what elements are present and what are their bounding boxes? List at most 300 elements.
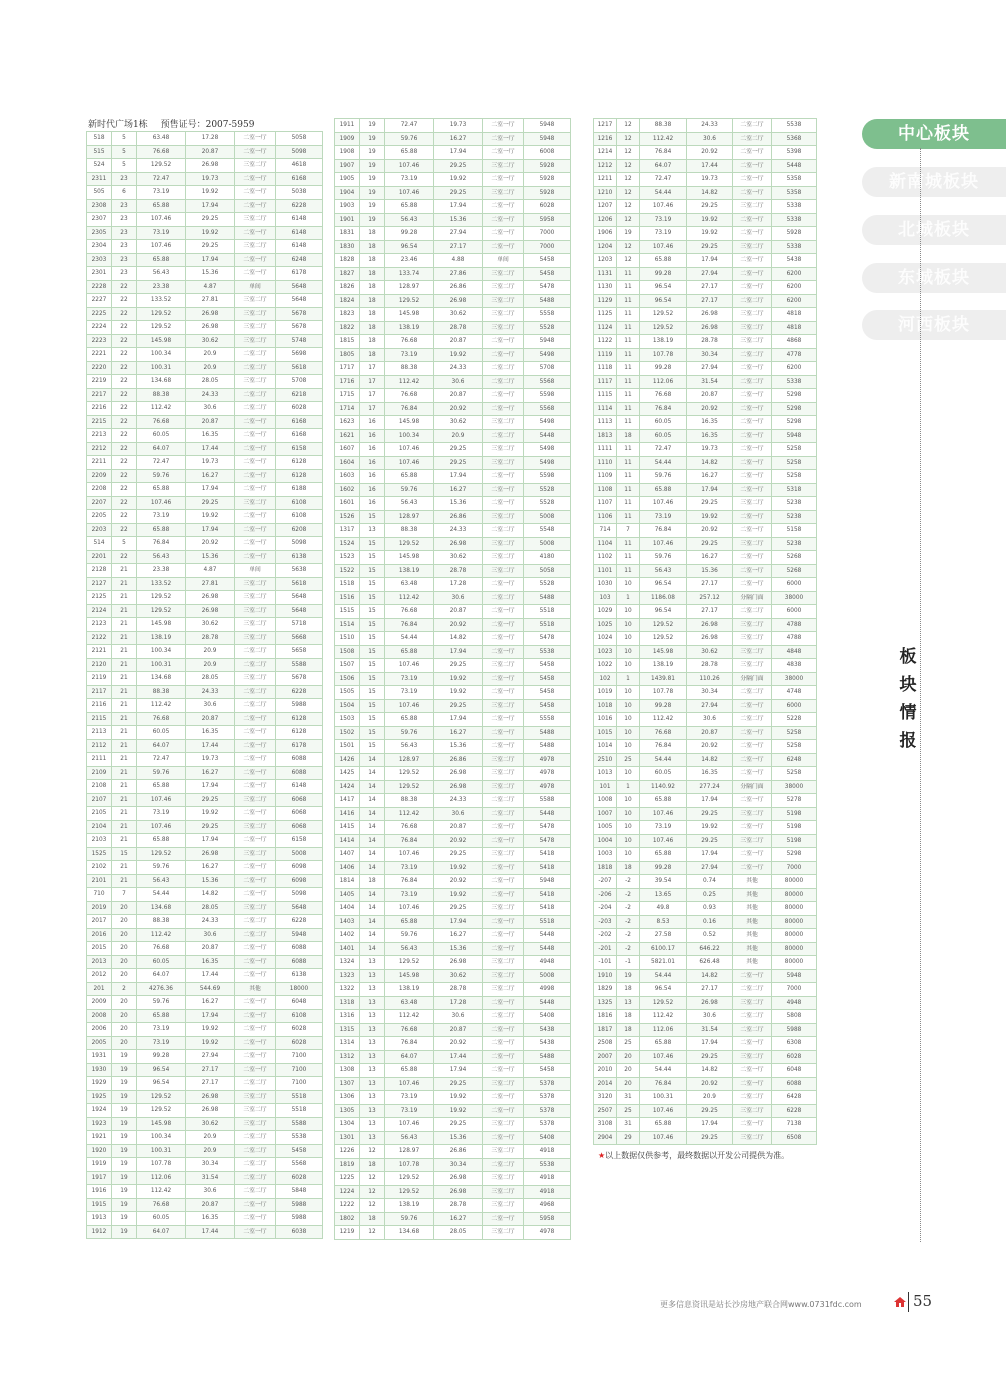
floor-area-cell: 99.28 xyxy=(640,699,687,713)
shared-area-cell: 28.78 xyxy=(687,659,733,673)
shared-area-cell: 30.34 xyxy=(687,348,733,362)
layout-cell: 二室一厅 xyxy=(483,1104,524,1118)
layout-cell: 二室一厅 xyxy=(235,226,276,240)
floor-area-cell: 65.88 xyxy=(137,483,186,497)
floor-cell: 15 xyxy=(360,510,385,524)
floor-area-cell: 134.68 xyxy=(137,901,186,915)
unit-price-cell: 5008 xyxy=(524,969,571,983)
floor-area-cell: 138.19 xyxy=(385,564,434,578)
floor-cell: 15 xyxy=(360,618,385,632)
unit-price-cell: 5488 xyxy=(524,740,571,754)
floor-area-cell: 129.52 xyxy=(640,618,687,632)
table-row xyxy=(594,632,817,646)
floor-cell: 23 xyxy=(112,226,137,240)
shared-area-cell: 26.86 xyxy=(434,510,483,524)
floor-area-cell: 134.68 xyxy=(385,1226,434,1240)
floor-cell: 18 xyxy=(360,281,385,295)
unit-price-cell: 4868 xyxy=(772,335,817,349)
unit-price-cell: 5418 xyxy=(524,848,571,862)
unit-number-cell: 1206 xyxy=(594,213,617,227)
floor-area-cell: 73.19 xyxy=(385,672,434,686)
project-name: 新时代广场1栋 xyxy=(88,120,148,130)
shared-area-cell: 29.25 xyxy=(434,1118,483,1132)
floor-cell: 21 xyxy=(112,631,137,645)
unit-number-cell: 1805 xyxy=(335,348,360,362)
layout-cell: 二室二厅 xyxy=(483,1010,524,1024)
shared-area-cell: 16.35 xyxy=(186,1212,235,1226)
unit-price-cell: 6208 xyxy=(276,523,323,537)
tab-hexi-district[interactable]: 河西板块 xyxy=(862,310,1006,340)
shared-area-cell: 20.87 xyxy=(687,726,733,740)
table-row xyxy=(87,982,323,996)
table-row xyxy=(335,510,571,524)
shared-area-cell: 26.86 xyxy=(434,281,483,295)
layout-cell: 二室一厅 xyxy=(483,470,524,484)
shared-area-cell: 26.86 xyxy=(434,753,483,767)
floor-cell: 15 xyxy=(360,686,385,700)
layout-cell: 二室一厅 xyxy=(483,740,524,754)
table-row xyxy=(335,915,571,929)
unit-price-cell: 4848 xyxy=(772,645,817,659)
table-row xyxy=(87,240,323,254)
table-row xyxy=(335,402,571,416)
floor-area-cell: 129.52 xyxy=(640,632,687,646)
unit-price-cell: 5598 xyxy=(524,389,571,403)
floor-cell: 18 xyxy=(617,861,640,875)
floor-cell: 7 xyxy=(112,888,137,902)
floor-cell: 18 xyxy=(617,983,640,997)
layout-cell: 二室一厅 xyxy=(733,186,772,200)
unit-number-cell: 1905 xyxy=(335,173,360,187)
table-row xyxy=(594,983,817,997)
shared-area-cell: 0.25 xyxy=(687,888,733,902)
floor-cell: 16 xyxy=(360,416,385,430)
unit-price-cell: 6158 xyxy=(276,442,323,456)
layout-cell: 二室一厅 xyxy=(235,739,276,753)
floor-cell: 10 xyxy=(617,686,640,700)
tab-north-district[interactable]: 北城板块 xyxy=(862,215,1006,245)
floor-cell: 13 xyxy=(360,524,385,538)
table-row xyxy=(335,159,571,173)
table-row xyxy=(335,173,571,187)
floor-area-cell: 72.47 xyxy=(137,456,186,470)
table-row xyxy=(335,416,571,430)
floor-area-cell: 88.38 xyxy=(137,388,186,402)
floor-cell: 21 xyxy=(112,807,137,821)
table-row xyxy=(594,1131,817,1145)
floor-area-cell: 64.07 xyxy=(137,739,186,753)
unit-number-cell: 1322 xyxy=(335,983,360,997)
floor-cell: 10 xyxy=(617,659,640,673)
floor-cell: 16 xyxy=(360,429,385,443)
layout-cell: 三室二厅 xyxy=(483,416,524,430)
floor-area-cell: 96.54 xyxy=(640,983,687,997)
unit-number-cell: 1106 xyxy=(594,510,617,524)
floor-area-cell: 128.97 xyxy=(385,281,434,295)
layout-cell: 二室一厅 xyxy=(733,267,772,281)
floor-area-cell: 129.52 xyxy=(137,321,186,335)
table-row xyxy=(87,456,323,470)
layout-cell: 二室一厅 xyxy=(733,510,772,524)
tab-east-district[interactable]: 东城板块 xyxy=(862,263,1006,293)
table-row xyxy=(594,605,817,619)
floor-cell: 11 xyxy=(617,294,640,308)
shared-area-cell: 4.87 xyxy=(186,564,235,578)
layout-cell: 三室二厅 xyxy=(235,820,276,834)
floor-cell: 5 xyxy=(112,145,137,159)
layout-cell: 二室一厅 xyxy=(483,348,524,362)
layout-cell: 三室二厅 xyxy=(483,510,524,524)
floor-area-cell: 96.54 xyxy=(137,1077,186,1091)
table-row xyxy=(594,510,817,524)
table-row xyxy=(87,321,323,335)
floor-area-cell: 88.38 xyxy=(385,362,434,376)
shared-area-cell: 15.36 xyxy=(434,1131,483,1145)
table-row xyxy=(87,766,323,780)
presale-permit: 预售证号：2007-5959 xyxy=(160,120,255,130)
unit-price-cell: 5528 xyxy=(524,578,571,592)
unit-number-cell: 2304 xyxy=(87,240,112,254)
unit-number-cell: 1013 xyxy=(594,767,617,781)
unit-number-cell: 1426 xyxy=(335,753,360,767)
layout-cell: 二室一厅 xyxy=(483,1091,524,1105)
floor-area-cell: 112.42 xyxy=(385,375,434,389)
unit-number-cell: 1407 xyxy=(335,848,360,862)
floor-cell: 14 xyxy=(360,942,385,956)
shared-area-cell: 19.92 xyxy=(186,186,235,200)
floor-area-cell: 60.05 xyxy=(137,429,186,443)
floor-area-cell: 99.28 xyxy=(640,362,687,376)
floor-area-cell: 112.42 xyxy=(137,928,186,942)
table-row xyxy=(87,780,323,794)
floor-cell: 11 xyxy=(617,348,640,362)
layout-cell: 二室二厅 xyxy=(235,402,276,416)
floor-cell: 10 xyxy=(617,794,640,808)
layout-cell: 二室二厅 xyxy=(235,1185,276,1199)
unit-number-cell: 1316 xyxy=(335,1010,360,1024)
unit-price-cell: 5378 xyxy=(524,1104,571,1118)
floor-cell: 15 xyxy=(360,645,385,659)
floor-cell: 12 xyxy=(617,119,640,133)
shared-area-cell: 16.35 xyxy=(186,429,235,443)
floor-cell: 14 xyxy=(360,915,385,929)
layout-cell: 二室一厅 xyxy=(235,874,276,888)
shared-area-cell: 16.27 xyxy=(687,551,733,565)
unit-price-cell: 6128 xyxy=(276,469,323,483)
unit-price-cell: 6088 xyxy=(276,753,323,767)
shared-area-cell: 17.94 xyxy=(687,254,733,268)
table-row xyxy=(87,1171,323,1185)
layout-cell: 二室二厅 xyxy=(733,686,772,700)
floor-cell: 19 xyxy=(112,1077,137,1091)
floor-cell: 21 xyxy=(112,564,137,578)
floor-area-cell: 145.98 xyxy=(385,416,434,430)
unit-price-cell: 6178 xyxy=(276,267,323,281)
layout-cell: 二室一厅 xyxy=(483,605,524,619)
unit-price-cell: 6218 xyxy=(276,388,323,402)
floor-area-cell: 65.88 xyxy=(640,483,687,497)
layout-cell: 三室二厅 xyxy=(235,847,276,861)
floor-cell: 15 xyxy=(360,551,385,565)
layout-cell: 二室二厅 xyxy=(733,375,772,389)
unit-price-cell: 5448 xyxy=(524,807,571,821)
shared-area-cell: 27.94 xyxy=(687,362,733,376)
shared-area-cell: 646.22 xyxy=(687,942,733,956)
table-row xyxy=(335,794,571,808)
unit-number-cell: 1314 xyxy=(335,1037,360,1051)
unit-number-cell: -206 xyxy=(594,888,617,902)
unit-number-cell: 1005 xyxy=(594,821,617,835)
shared-area-cell: 544.69 xyxy=(186,982,235,996)
unit-price-cell: 5568 xyxy=(524,375,571,389)
unit-number-cell: 1022 xyxy=(594,659,617,673)
layout-cell: 二室二厅 xyxy=(483,794,524,808)
unit-price-cell: 6048 xyxy=(772,1064,817,1078)
unit-number-cell: 1826 xyxy=(335,281,360,295)
unit-number-cell: 1818 xyxy=(594,861,617,875)
shared-area-cell: 27.17 xyxy=(687,605,733,619)
shared-area-cell: 29.25 xyxy=(687,1050,733,1064)
floor-cell: 11 xyxy=(617,456,640,470)
floor-cell: 13 xyxy=(360,983,385,997)
floor-area-cell: 107.46 xyxy=(385,159,434,173)
shared-area-cell: 26.86 xyxy=(434,1145,483,1159)
layout-cell: 二室一厅 xyxy=(235,550,276,564)
layout-cell: 二室一厅 xyxy=(235,753,276,767)
floor-cell: 18 xyxy=(360,267,385,281)
floor-cell: 20 xyxy=(112,996,137,1010)
table-row xyxy=(87,1036,323,1050)
unit-number-cell: 2301 xyxy=(87,267,112,281)
shared-area-cell: 14.82 xyxy=(687,1064,733,1078)
layout-cell: 三室二厅 xyxy=(483,1185,524,1199)
floor-area-cell: 65.88 xyxy=(137,780,186,794)
unit-number-cell: 1414 xyxy=(335,834,360,848)
floor-cell: 5 xyxy=(112,537,137,551)
floor-cell: 19 xyxy=(112,1212,137,1226)
shared-area-cell: 20.87 xyxy=(434,335,483,349)
shared-area-cell: 17.44 xyxy=(186,442,235,456)
table-row xyxy=(335,1172,571,1186)
table-row xyxy=(87,726,323,740)
floor-cell: 12 xyxy=(360,1185,385,1199)
unit-price-cell: 6108 xyxy=(276,1009,323,1023)
floor-area-cell: 72.47 xyxy=(385,119,434,133)
floor-cell: 10 xyxy=(617,578,640,592)
shared-area-cell: 19.92 xyxy=(434,686,483,700)
layout-cell: 二室一厅 xyxy=(483,632,524,646)
floor-cell: 22 xyxy=(112,496,137,510)
layout-cell: 二室一厅 xyxy=(235,888,276,902)
unit-number-cell: 1524 xyxy=(335,537,360,551)
unit-number-cell: 1507 xyxy=(335,659,360,673)
floor-cell: 13 xyxy=(360,1104,385,1118)
shared-area-cell: 26.98 xyxy=(434,956,483,970)
unit-number-cell: 1518 xyxy=(335,578,360,592)
layout-cell: 三室二厅 xyxy=(483,321,524,335)
unit-price-cell: 6068 xyxy=(276,793,323,807)
unit-number-cell: 1129 xyxy=(594,294,617,308)
unit-number-cell: 1008 xyxy=(594,794,617,808)
unit-price-cell: 5368 xyxy=(772,132,817,146)
unit-number-cell: 1305 xyxy=(335,1104,360,1118)
shared-area-cell: 17.94 xyxy=(186,523,235,537)
shared-area-cell: 30.6 xyxy=(186,402,235,416)
unit-price-cell: 6168 xyxy=(276,429,323,443)
floor-area-cell: 145.98 xyxy=(385,551,434,565)
shared-area-cell: 29.25 xyxy=(434,159,483,173)
unit-number-cell: 201 xyxy=(87,982,112,996)
table-row xyxy=(335,1118,571,1132)
table-row xyxy=(594,362,817,376)
floor-area-cell: 107.46 xyxy=(385,443,434,457)
table-row xyxy=(335,240,571,254)
unit-number-cell: 1304 xyxy=(335,1118,360,1132)
unit-price-cell: 4788 xyxy=(772,632,817,646)
table-row xyxy=(335,348,571,362)
unit-number-cell: 2103 xyxy=(87,834,112,848)
table-row xyxy=(594,1104,817,1118)
unit-number-cell: 1125 xyxy=(594,308,617,322)
floor-area-cell: 76.68 xyxy=(385,389,434,403)
layout-cell: 二室一厅 xyxy=(483,861,524,875)
unit-price-cell: 5448 xyxy=(524,929,571,943)
unit-number-cell: 1607 xyxy=(335,443,360,457)
layout-cell: 三室二厅 xyxy=(483,767,524,781)
shared-area-cell: 14.82 xyxy=(687,969,733,983)
table-row xyxy=(335,713,571,727)
table-row xyxy=(335,807,571,821)
floor-area-cell: 72.47 xyxy=(640,173,687,187)
layout-cell: 三室二厅 xyxy=(483,1172,524,1186)
unit-price-cell: 80000 xyxy=(772,942,817,956)
layout-cell: 二室一厅 xyxy=(733,456,772,470)
shared-area-cell: 17.94 xyxy=(186,834,235,848)
shared-area-cell: 15.36 xyxy=(434,213,483,227)
floor-area-cell: 107.46 xyxy=(385,902,434,916)
unit-price-cell: 5488 xyxy=(524,726,571,740)
shared-area-cell: 17.94 xyxy=(434,470,483,484)
layout-cell: 二室一厅 xyxy=(483,821,524,835)
floor-area-cell: 99.28 xyxy=(640,267,687,281)
layout-cell: 二室一厅 xyxy=(483,173,524,187)
layout-cell: 三室二厅 xyxy=(733,321,772,335)
shared-area-cell: 20.92 xyxy=(434,834,483,848)
unit-price-cell: 5458 xyxy=(524,672,571,686)
floor-area-cell: 65.88 xyxy=(137,199,186,213)
unit-price-cell: 5848 xyxy=(276,1185,323,1199)
shared-area-cell: 277.24 xyxy=(687,780,733,794)
floor-area-cell: 96.54 xyxy=(640,578,687,592)
unit-number-cell: 1921 xyxy=(87,1131,112,1145)
unit-number-cell: 2224 xyxy=(87,321,112,335)
table-row xyxy=(335,227,571,241)
floor-area-cell: 76.84 xyxy=(640,1077,687,1091)
shared-area-cell: 257.12 xyxy=(687,591,733,605)
shared-area-cell: 29.25 xyxy=(186,213,235,227)
unit-number-cell: 1404 xyxy=(335,902,360,916)
floor-cell: 14 xyxy=(360,821,385,835)
tab-central-district[interactable]: 中心板块 xyxy=(862,119,1006,149)
unit-price-cell: 5008 xyxy=(524,510,571,524)
unit-price-cell: 5538 xyxy=(524,645,571,659)
floor-cell: 19 xyxy=(112,1131,137,1145)
shared-area-cell: 26.98 xyxy=(434,780,483,794)
table-row xyxy=(87,955,323,969)
floor-area-cell: 73.19 xyxy=(640,510,687,524)
floor-cell: 17 xyxy=(360,402,385,416)
shared-area-cell: 27.81 xyxy=(186,294,235,308)
unit-number-cell: 1113 xyxy=(594,416,617,430)
floor-cell: 19 xyxy=(112,1225,137,1239)
unit-number-cell: 2009 xyxy=(87,996,112,1010)
table-row xyxy=(335,1037,571,1051)
floor-area-cell: 129.52 xyxy=(640,308,687,322)
floor-cell: 20 xyxy=(112,901,137,915)
table-row xyxy=(335,767,571,781)
floor-cell: 15 xyxy=(360,591,385,605)
shared-area-cell: 17.94 xyxy=(434,645,483,659)
table-row xyxy=(594,659,817,673)
floor-area-cell: 112.42 xyxy=(640,1010,687,1024)
table-row xyxy=(335,1050,571,1064)
unit-number-cell: 2305 xyxy=(87,226,112,240)
floor-cell: 11 xyxy=(617,402,640,416)
unit-price-cell: 6148 xyxy=(276,226,323,240)
table-row xyxy=(87,523,323,537)
floor-cell: 10 xyxy=(617,848,640,862)
floor-area-cell: 129.52 xyxy=(137,1090,186,1104)
shared-area-cell: 17.44 xyxy=(186,739,235,753)
unit-price-cell: 6248 xyxy=(772,753,817,767)
unit-price-cell: 5498 xyxy=(524,443,571,457)
layout-cell: 二室一厅 xyxy=(733,848,772,862)
unit-number-cell: 1416 xyxy=(335,807,360,821)
unit-number-cell: 2220 xyxy=(87,361,112,375)
layout-cell: 二室一厅 xyxy=(733,483,772,497)
unit-price-cell: 6158 xyxy=(276,834,323,848)
unit-price-cell: 7100 xyxy=(276,1063,323,1077)
shared-area-cell: 28.05 xyxy=(434,1226,483,1240)
layout-cell: 三室二厅 xyxy=(733,645,772,659)
table-row xyxy=(335,578,571,592)
unit-number-cell: 1403 xyxy=(335,915,360,929)
layout-cell: 三室二厅 xyxy=(483,267,524,281)
floor-cell: 18 xyxy=(360,308,385,322)
shared-area-cell: 19.92 xyxy=(687,510,733,524)
unit-price-cell: 5498 xyxy=(524,456,571,470)
unit-price-cell: 5458 xyxy=(524,1064,571,1078)
shared-area-cell: 29.25 xyxy=(687,200,733,214)
floor-area-cell: 107.46 xyxy=(137,240,186,254)
floor-area-cell: 63.48 xyxy=(137,132,186,146)
floor-area-cell: 138.19 xyxy=(640,335,687,349)
floor-area-cell: 59.76 xyxy=(640,470,687,484)
shared-area-cell: 26.98 xyxy=(434,1185,483,1199)
unit-price-cell: 5648 xyxy=(276,604,323,618)
unit-price-cell: 6428 xyxy=(772,1091,817,1105)
floor-cell: 14 xyxy=(360,888,385,902)
table-row xyxy=(594,308,817,322)
side-title-char: 情 xyxy=(899,703,917,723)
table-row xyxy=(87,159,323,173)
table-row xyxy=(594,213,817,227)
tab-new-south-district[interactable]: 新南城板块 xyxy=(862,167,1006,197)
floor-cell: 22 xyxy=(112,294,137,308)
layout-cell: 二室二厅 xyxy=(733,605,772,619)
unit-number-cell: 2124 xyxy=(87,604,112,618)
shared-area-cell: 20.87 xyxy=(186,1198,235,1212)
